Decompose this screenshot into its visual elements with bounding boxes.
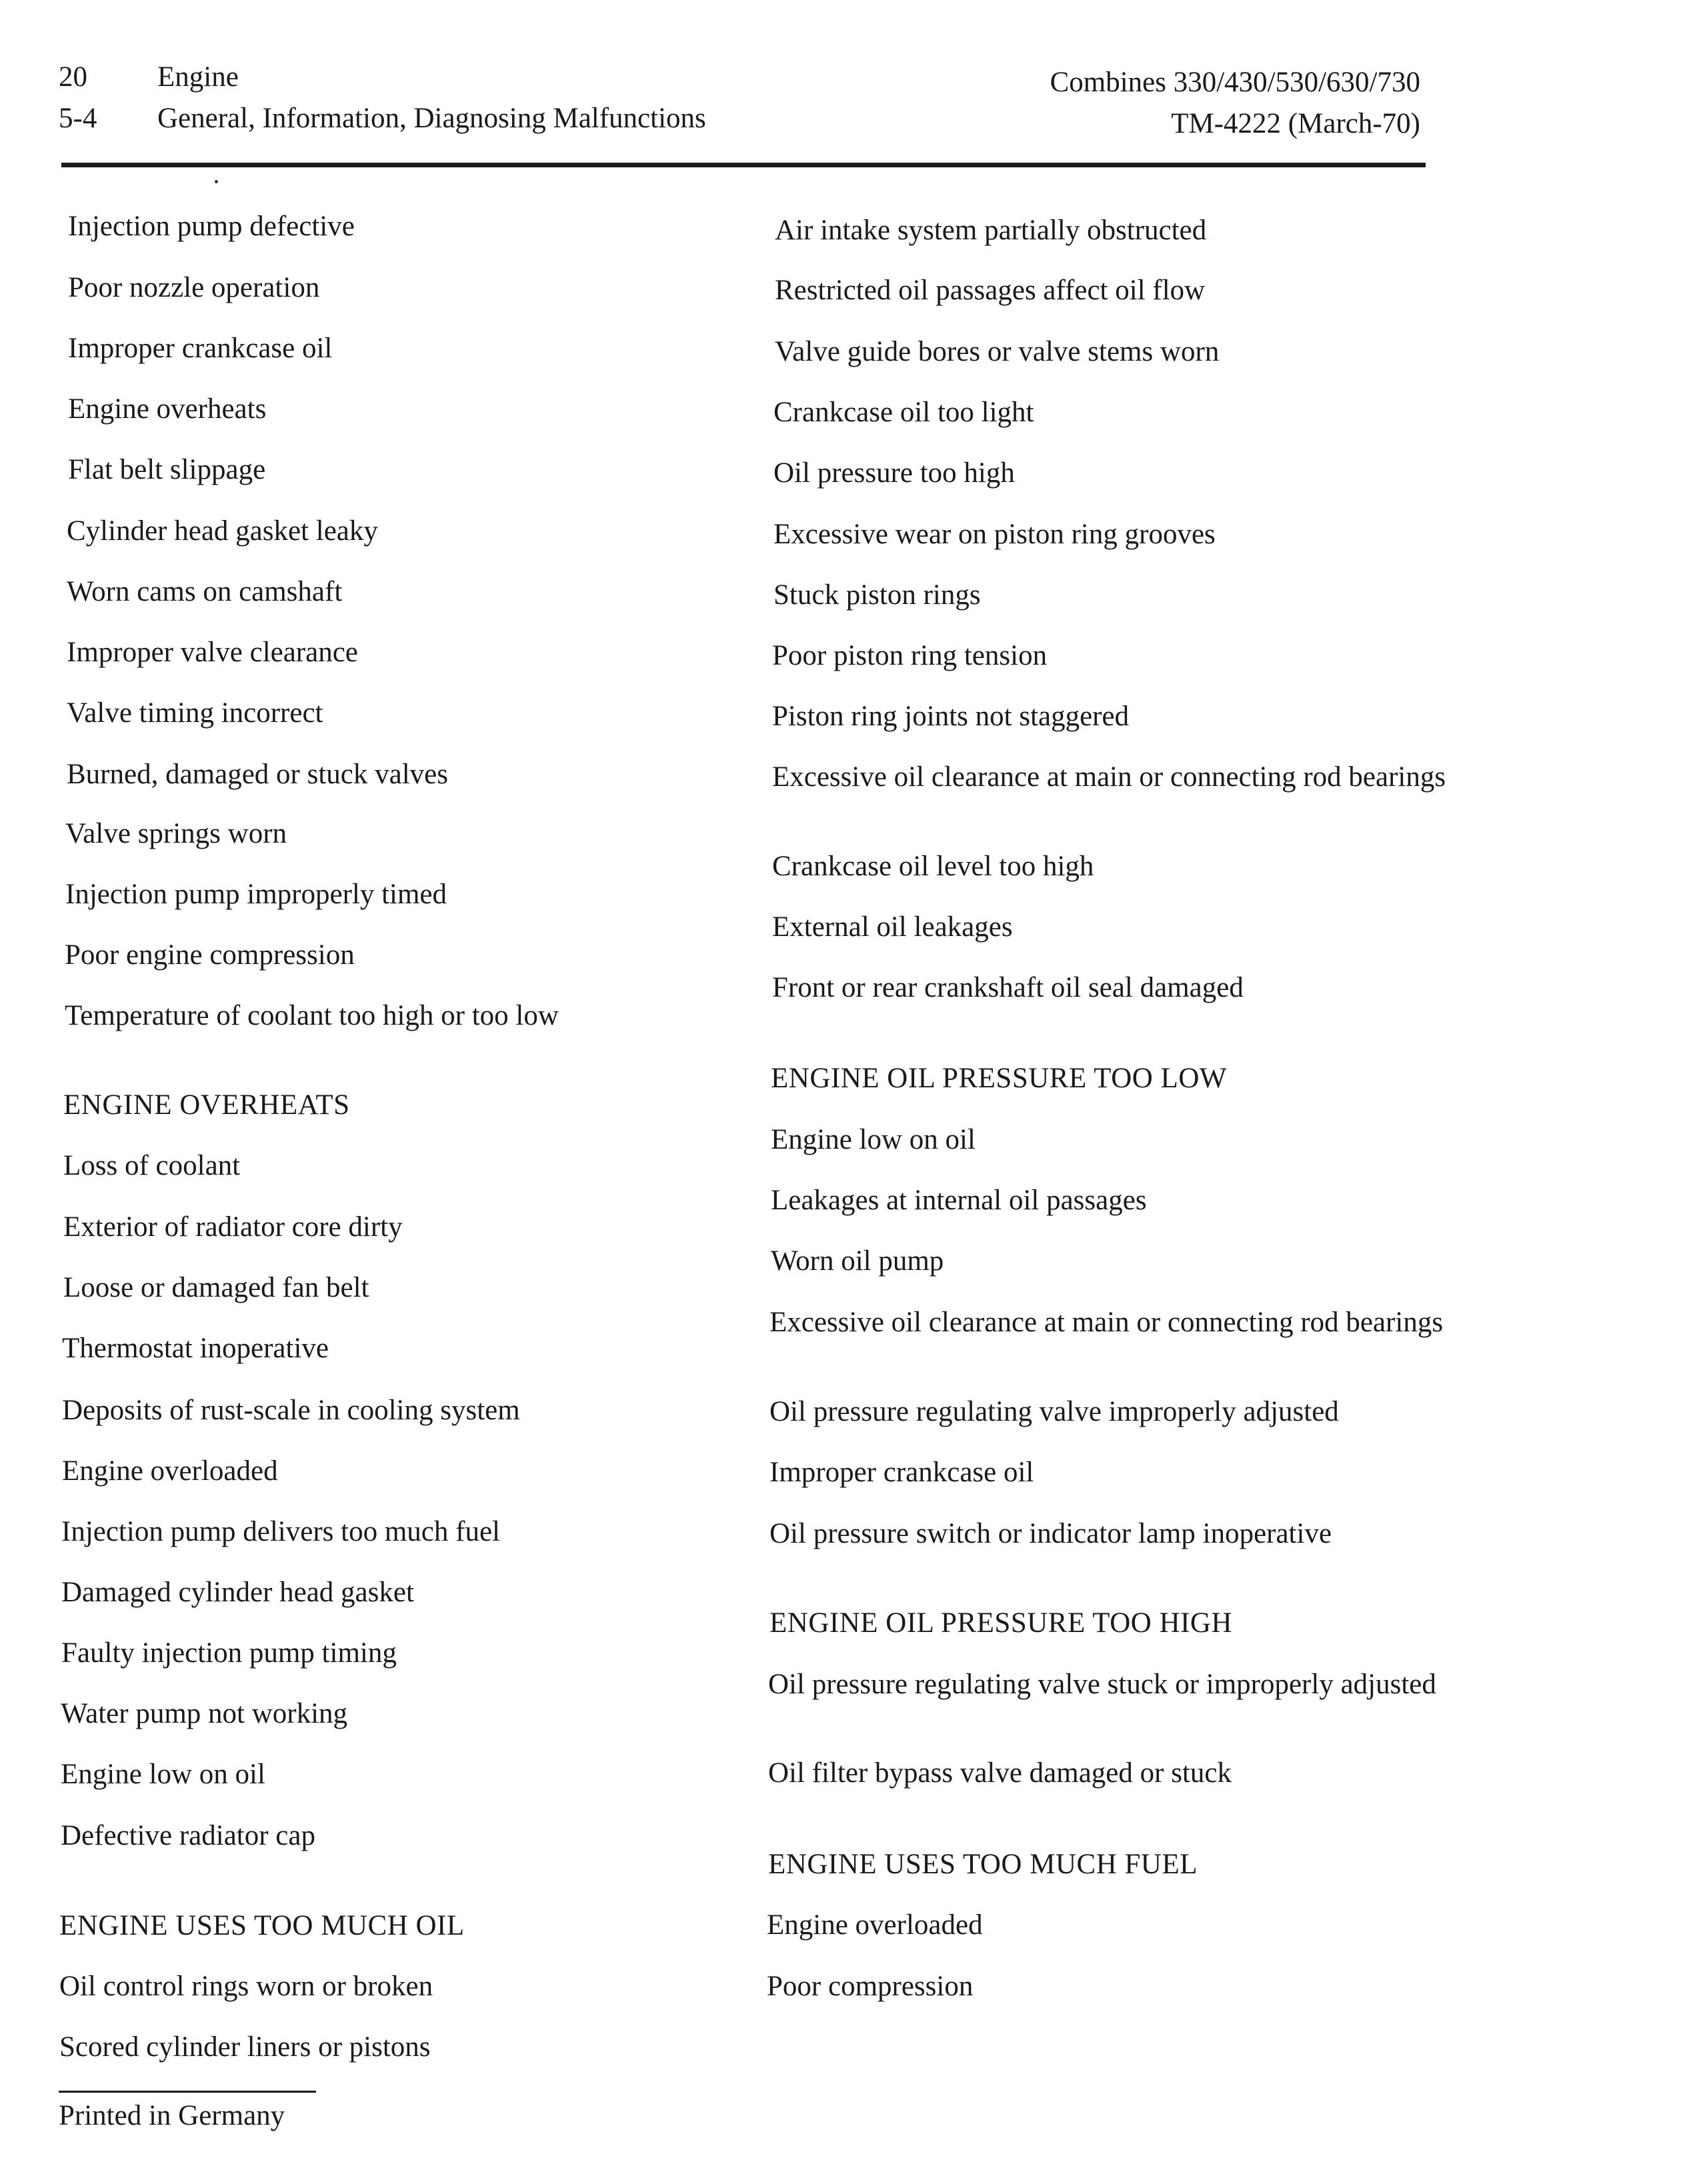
- left-list-item: Thermostat inoperative: [62, 1333, 329, 1364]
- left-list-item: Engine overheats: [68, 393, 267, 425]
- subsection-title: General, Information, Diagnosing Malfunctions: [157, 103, 706, 134]
- left-list-item: Faulty injection pump timing: [61, 1637, 397, 1669]
- footer-rule: [59, 2091, 316, 2093]
- left-list-item: Cylinder head gasket leaky: [67, 515, 378, 547]
- left-list-item: Engine overloaded: [62, 1455, 278, 1487]
- left-list-item: Poor engine compression: [65, 939, 355, 971]
- left-section-heading: ENGINE USES TOO MUCH OIL: [59, 1910, 465, 1941]
- right-list-item: Piston ring joints not staggered: [772, 701, 1130, 732]
- right-list-item: Restricted oil passages affect oil flow: [775, 275, 1206, 306]
- header-rule: [61, 163, 1426, 167]
- left-list-item: Deposits of rust-scale in cooling system: [62, 1395, 520, 1426]
- left-list-item: Injection pump delivers too much fuel: [61, 1516, 500, 1547]
- right-list-item: Excessive wear on piston ring grooves: [773, 519, 1216, 550]
- left-list-item: Temperature of coolant too high or too low: [65, 1000, 559, 1031]
- right-list-item: Poor piston ring tension: [772, 640, 1048, 671]
- model-list: Combines 330/430/530/630/730: [1050, 67, 1420, 98]
- left-list-item: Engine low on oil: [61, 1759, 265, 1790]
- left-list-item: Flat belt slippage: [68, 454, 266, 485]
- print-speck: [215, 180, 218, 183]
- left-list-item: Exterior of radiator core dirty: [63, 1211, 403, 1243]
- right-list-item: External oil leakages: [772, 911, 1013, 943]
- section-title: Engine: [157, 61, 239, 93]
- right-list-item: Front or rear crankshaft oil seal damaged: [772, 972, 1244, 1003]
- left-list-item: Injection pump improperly timed: [65, 879, 447, 910]
- right-section-heading: ENGINE OIL PRESSURE TOO HIGH: [769, 1607, 1233, 1639]
- left-list-item: Scored cylinder liners or pistons: [59, 2031, 431, 2063]
- right-list-item: Oil filter bypass valve damaged or stuck: [768, 1757, 1232, 1789]
- page-number: 20: [59, 61, 87, 93]
- left-list-item: Damaged cylinder head gasket: [61, 1577, 414, 1608]
- left-section-heading: ENGINE OVERHEATS: [63, 1089, 350, 1121]
- right-list-item: Poor compression: [767, 1971, 974, 2002]
- right-list-item: Stuck piston rings: [773, 579, 981, 611]
- left-list-item: Worn cams on camshaft: [67, 576, 343, 607]
- left-list-item: Loose or damaged fan belt: [63, 1272, 369, 1303]
- left-list-item: Defective radiator cap: [61, 1820, 315, 1851]
- left-list-item: Valve springs worn: [65, 818, 287, 849]
- right-list-item: Worn oil pump: [771, 1245, 944, 1277]
- right-list-item: Oil pressure regulating valve stuck or improperly adjusted: [768, 1669, 1436, 1700]
- right-list-item: Air intake system partially obstructed: [775, 215, 1207, 246]
- right-list-item: Oil pressure switch or indicator lamp inoperative: [769, 1518, 1332, 1549]
- right-list-item: Excessive oil clearance at main or connecting rod bearings: [769, 1307, 1444, 1338]
- left-list-item: Improper crankcase oil: [68, 333, 333, 364]
- left-list-item: Injection pump defective: [68, 211, 355, 242]
- right-section-heading: ENGINE USES TOO MUCH FUEL: [768, 1849, 1198, 1880]
- right-list-item: Valve guide bores or valve stems worn: [775, 336, 1220, 367]
- right-list-item: Leakages at internal oil passages: [771, 1185, 1147, 1216]
- right-list-item: Oil pressure too high: [773, 457, 1015, 489]
- right-list-item: Engine overloaded: [767, 1909, 983, 1941]
- left-list-item: Improper valve clearance: [67, 637, 358, 668]
- right-list-item: Oil pressure regulating valve improperly adjusted: [769, 1396, 1339, 1427]
- left-list-item: Poor nozzle operation: [68, 272, 320, 303]
- right-section-heading: ENGINE OIL PRESSURE TOO LOW: [771, 1063, 1227, 1094]
- left-list-item: Water pump not working: [61, 1698, 348, 1729]
- right-list-item: Improper crankcase oil: [769, 1457, 1034, 1488]
- printed-in-note: Printed in Germany: [59, 2100, 285, 2131]
- manual-number: TM-4222 (March-70): [1171, 108, 1420, 139]
- right-list-item: Crankcase oil too light: [773, 397, 1034, 428]
- right-list-item: Crankcase oil level too high: [772, 851, 1094, 882]
- left-list-item: Oil control rings worn or broken: [59, 1971, 433, 2002]
- group-number: 5-4: [59, 103, 97, 134]
- right-list-item: Excessive oil clearance at main or connecting rod bearings: [772, 761, 1446, 793]
- left-list-item: Valve timing incorrect: [67, 697, 323, 729]
- left-list-item: Loss of coolant: [63, 1150, 241, 1181]
- right-list-item: Engine low on oil: [771, 1124, 976, 1155]
- left-list-item: Burned, damaged or stuck valves: [67, 759, 448, 790]
